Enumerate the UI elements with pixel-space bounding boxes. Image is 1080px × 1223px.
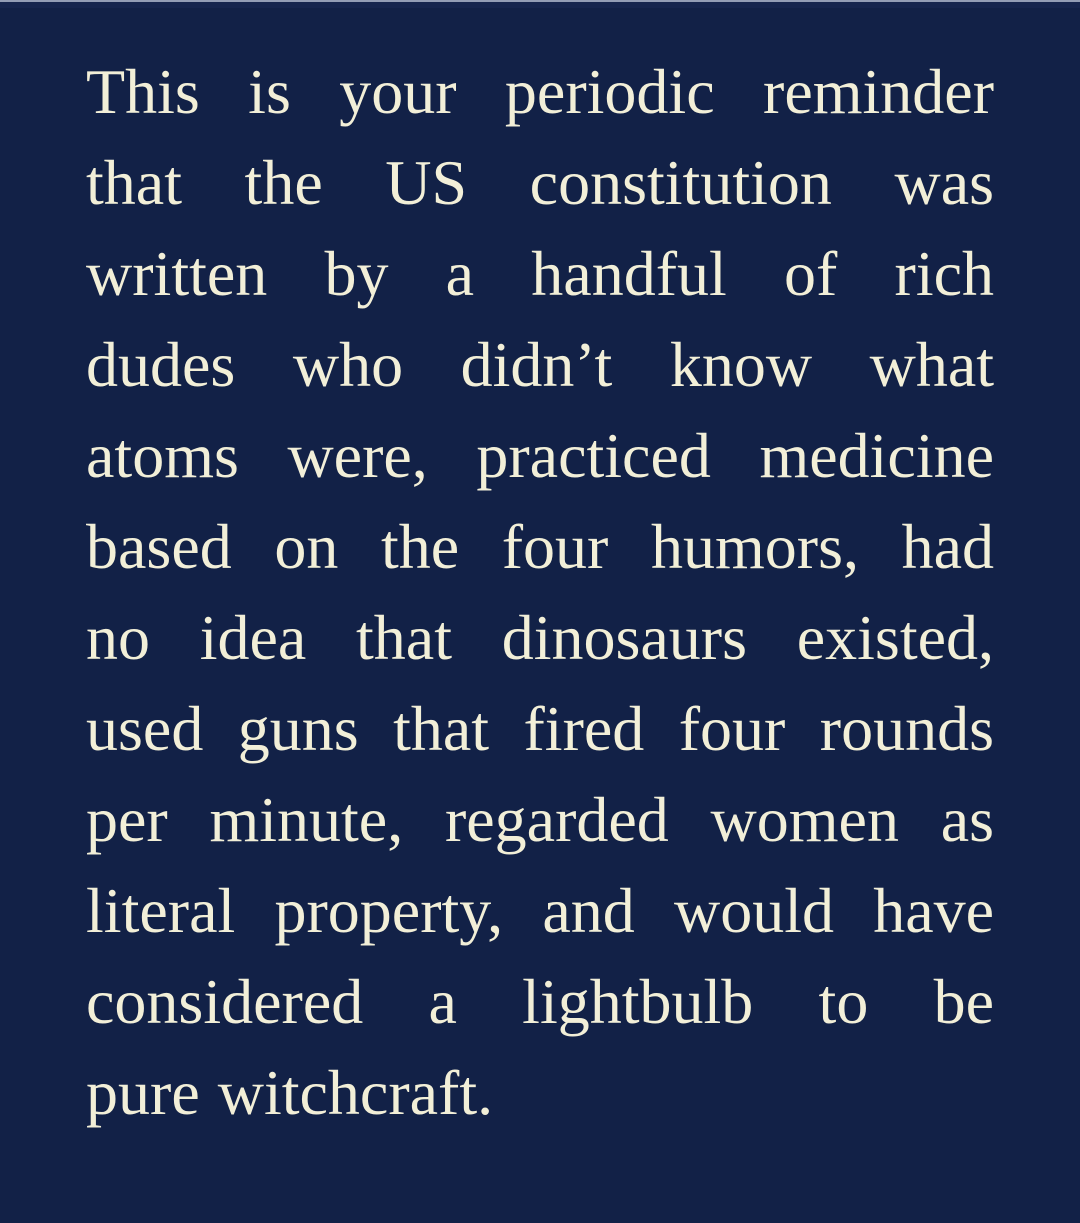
quote-line: This is your periodic reminder (86, 56, 994, 127)
quote-line: atoms were, practiced medicine (86, 420, 994, 491)
quote-line: no idea that dinosaurs existed, (86, 602, 994, 673)
quote-line: written by a handful of rich (86, 238, 994, 309)
quote-line: per minute, regarded women as (86, 784, 994, 855)
quote-line: that the US constitution was (86, 147, 994, 218)
quote-line: based on the four humors, had (86, 511, 994, 582)
quote-line: literal property, and would have (86, 875, 994, 946)
quote-line: considered a lightbulb to be (86, 966, 994, 1037)
quote-line-last: pure witchcraft. (86, 1057, 494, 1128)
top-edge-artifact-band (0, 2, 1080, 8)
quote-line: used guns that fired four rounds (86, 693, 994, 764)
quote-text-block (86, 46, 994, 1138)
quote-line: dudes who didn’t know what (86, 329, 994, 400)
